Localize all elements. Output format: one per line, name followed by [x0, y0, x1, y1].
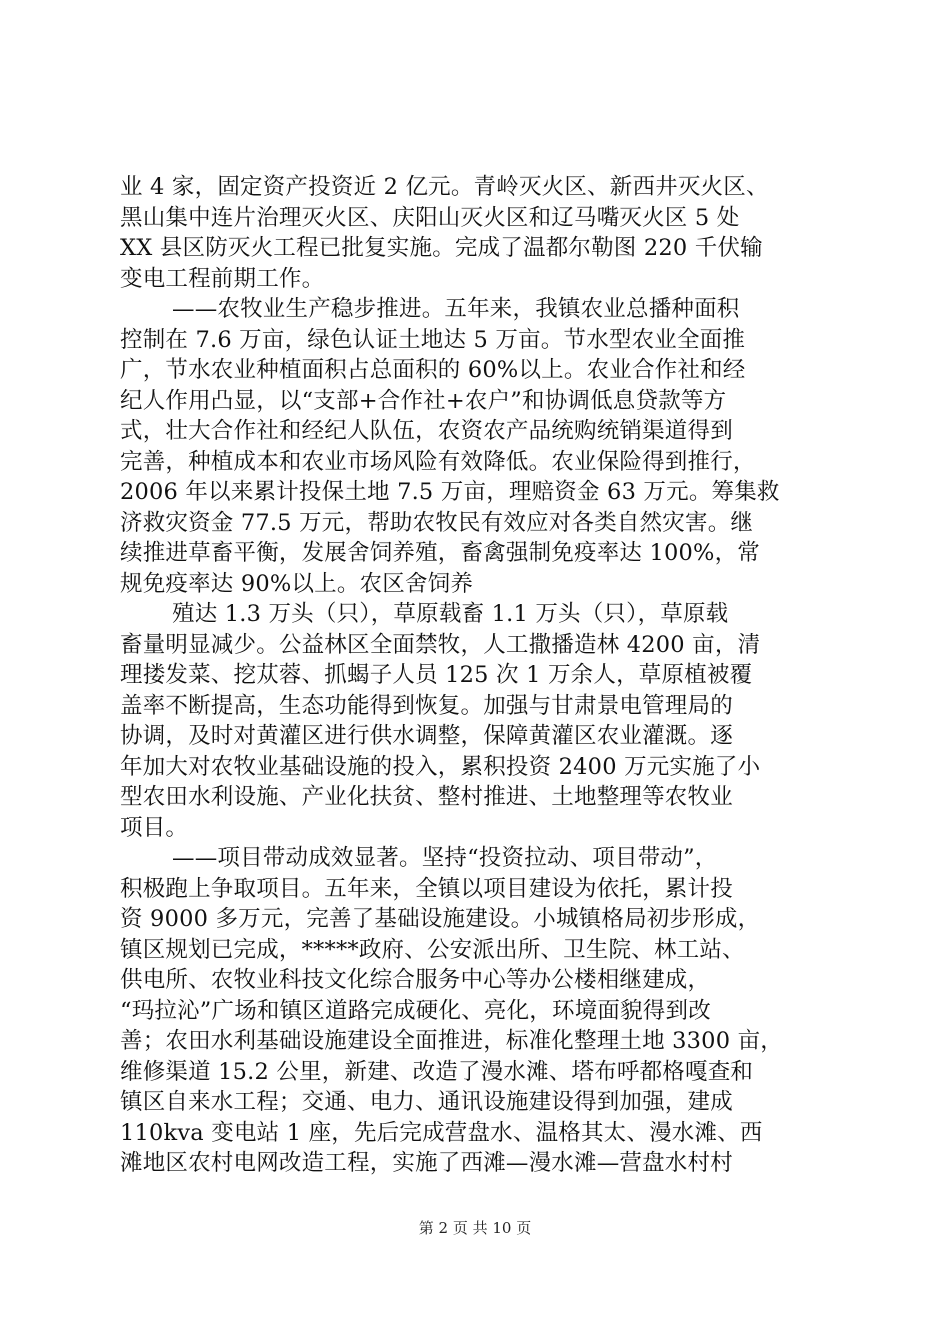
text-line: 镇区规划已完成，*****政府、公安派出所、卫生院、林工站、 — [120, 936, 745, 963]
text-line: 资 9000 多万元，完善了基础设施建设。小城镇格局初步形成， — [120, 906, 761, 932]
text-line: “玛拉沁”广场和镇区道路完成硬化、亮化，环境面貌得到改 — [120, 997, 711, 1024]
text-line: 续推进草畜平衡，发展舍饲养殖，畜禽强制免疫率达 100%，常 — [120, 540, 760, 566]
text-line: 积极跑上争取项目。五年来，全镇以项目建设为依托，累计投 — [120, 875, 733, 902]
paragraph-start-line: 殖达 1.3 万头（只），草原载畜 1.1 万头（只），草原载 — [172, 601, 729, 627]
paragraph-start-line: ——农牧业生产稳步推进。五年来，我镇农业总播种面积 — [172, 296, 740, 322]
text-line: 110kva 变电站 1 座，先后完成营盘水、温格其太、漫水滩、西 — [120, 1119, 763, 1146]
text-line: 盖率不断提高，生态功能得到恢复。加强与甘肃景电管理局的 — [120, 692, 733, 719]
text-line: 规免疫率达 90%以上。农区舍饲养 — [120, 570, 474, 597]
text-line: 业 4 家，固定资产投资近 2 亿元。青岭灭火区、新西井灭火区、 — [120, 174, 769, 200]
text-line: 式，壮大合作社和经纪人队伍，农资农产品统购统销渠道得到 — [120, 418, 733, 444]
paragraph-start-line: ——项目带动成效显著。坚持“投资拉动、项目带动”， — [172, 845, 718, 871]
text-line: 济救灾资金 77.5 万元，帮助农牧民有效应对各类自然灾害。继 — [120, 509, 754, 536]
text-line: 2006 年以来累计投保土地 7.5 万亩，理赔资金 63 万元。筹集救 — [120, 479, 780, 505]
text-line: 滩地区农村电网改造工程，实施了西滩—漫水滩—营盘水村村 — [120, 1150, 733, 1176]
text-line: 理搂发菜、挖苁蓉、抓蝎子人员 125 次 1 万余人，草原植被覆 — [120, 662, 753, 688]
text-line: 变电工程前期工作。 — [120, 265, 325, 292]
text-line: 黑山集中连片治理灭火区、庆阳山灭火区和辽马嘴灭火区 5 处 — [120, 204, 740, 231]
text-line: 镇区自来水工程；交通、电力、通讯设施建设得到加强，建成 — [120, 1089, 733, 1115]
text-line: 畜量明显减少。公益林区全面禁牧，人工撒播造林 4200 亩，清 — [120, 631, 761, 658]
text-line: 广，节水农业种植面积占总面积的 60%以上。农业合作社和经 — [120, 357, 746, 383]
text-line: 型农田水利设施、产业化扶贫、整村推进、土地整理等农牧业 — [120, 784, 733, 810]
page-number-footer: 第 2 页 共 10 页 — [418, 1219, 532, 1237]
text-line: 控制在 7.6 万亩，绿色认证土地达 5 万亩。节水型农业全面推 — [120, 326, 746, 353]
text-line: 年加大对农牧业基础设施的投入，累积投资 2400 万元实施了小 — [120, 753, 761, 780]
text-line: 纪人作用凸显，以“支部+合作社+农户”和协调低息贷款等方 — [120, 387, 727, 414]
text-line: 完善，种植成本和农业市场风险有效降低。农业保险得到推行， — [120, 448, 756, 475]
text-line: 协调，及时对黄灌区进行供水调整，保障黄灌区农业灌溉。逐 — [120, 723, 733, 749]
text-line: 维修渠道 15.2 公里，新建、改造了漫水滩、塔布呼都格嘎查和 — [120, 1058, 754, 1085]
text-line: 项目。 — [120, 814, 189, 841]
text-line: XX 县区防灭火工程已批复实施。完成了温都尔勒图 220 千伏输 — [120, 235, 763, 261]
document-body — [120, 172, 832, 1179]
text-line: 善；农田水利基础设施建设全面推进，标准化整理土地 3300 亩， — [120, 1028, 783, 1054]
text-line: 供电所、农牧业科技文化综合服务中心等办公楼相继建成， — [120, 967, 711, 993]
